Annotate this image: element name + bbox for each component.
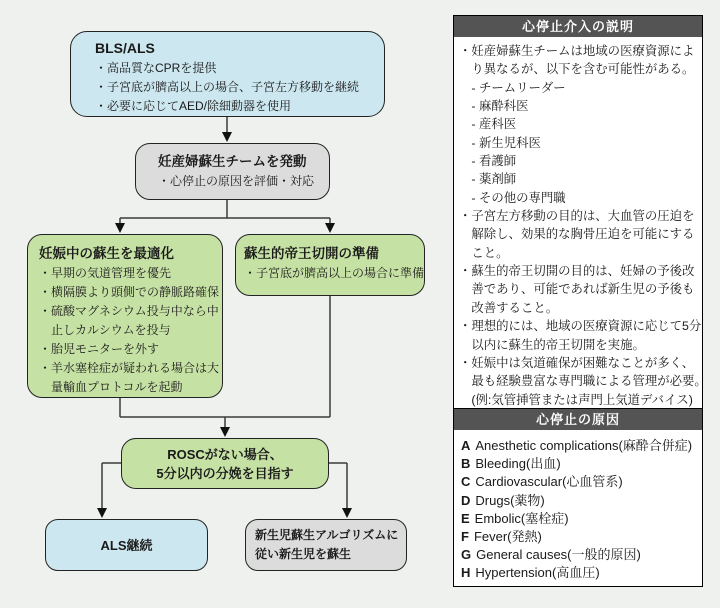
cause-text: Embolic(塞栓症)	[474, 510, 569, 526]
panel-text-line: - その他の専門職	[471, 190, 566, 205]
box-bullet-list	[244, 264, 425, 283]
box-bullet-list	[95, 59, 376, 116]
bullet-line: 止しカルシウムを投与	[51, 323, 171, 337]
cause-row	[461, 564, 700, 582]
cause-text: Fever(発熱)	[473, 529, 542, 545]
bullet-line: ・横隔膜より頭側での静脈路確保	[39, 285, 220, 299]
cause-text: Hypertension(高血圧)	[475, 565, 600, 581]
cause-row	[461, 510, 700, 528]
cause-letter: B	[461, 456, 471, 472]
box-perimortem-cesarean-prep	[235, 234, 425, 296]
cause-row	[461, 473, 700, 491]
box-bls-als	[70, 31, 385, 117]
arrow-down-icon	[342, 508, 352, 518]
box-bullet-list	[39, 264, 220, 397]
bullet-line: ・心停止の原因を評価・対応	[158, 174, 315, 188]
bullet-line: ・必要に応じてAED/除細動器を使用	[95, 99, 292, 113]
panel-text-line: り異なるが、以下を含む可能性がある。	[471, 62, 695, 77]
text-line: 従い新生児を蘇生	[255, 547, 352, 561]
arrow-down-icon	[222, 132, 232, 142]
cause-letter: A	[461, 438, 471, 453]
bullet-line: ・早期の気道管理を優先	[39, 266, 172, 280]
box-activate-team	[135, 143, 330, 200]
bullet-line: 量輸血プロトコルを起動	[51, 380, 183, 394]
cause-text: Drugs(薬物)	[475, 492, 545, 508]
cause-letter: F	[461, 529, 469, 545]
bullet-line: ・子宮底が臍高以上の場合に準備	[244, 266, 425, 280]
box-text-lines	[156, 445, 293, 483]
panel-text-line: - 薬剤師	[471, 172, 517, 187]
bullet-line: ・羊水塞栓症が疑われる場合は大	[39, 361, 220, 375]
panel-interventions-text	[454, 37, 707, 409]
bullet-line: ・胎児モニターを外す	[39, 342, 160, 356]
panel-header-interventions: 心停止介入の説明	[454, 16, 702, 37]
bullet-line: ・硫酸マグネシウム投与中なら中	[39, 304, 219, 318]
text-line: 新生児蘇生アルゴリズムに	[255, 528, 399, 542]
cause-text: General causes(一般的原因)	[476, 547, 641, 563]
box-neonatal-resuscitation	[245, 519, 407, 571]
box-text-lines	[255, 526, 406, 564]
arrow-down-icon	[97, 508, 107, 518]
panel-text-line: 最も経験豊富な専門職による管理が必要。	[471, 374, 707, 389]
cause-row	[461, 455, 700, 473]
box-title: 蘇生的帝王切開の準備	[244, 246, 379, 261]
arrow-down-icon	[220, 427, 230, 437]
panel-text-line: - 看護師	[471, 154, 517, 169]
panel-text-line: 解除し、効果的な胸骨圧迫を可能にする	[471, 227, 695, 242]
panel-text-line: - チームリーダー	[471, 80, 566, 95]
panel-text-line: - 麻酔科医	[471, 99, 529, 114]
text-line: 5分以内の分娩を目指す	[156, 465, 294, 481]
panel-text-line: ・子宮左方移動の目的は、大血管の圧迫を	[459, 209, 695, 224]
box-bullet-list	[158, 172, 323, 191]
panel-text-line: 以内に蘇生的帝王切開を実施。	[471, 337, 645, 352]
bullet-line: ・子宮底が臍高以上の場合、子宮左方移動を継続	[95, 80, 360, 94]
text-line: ROSCがない場合、	[167, 446, 283, 462]
box-rosc-decision	[121, 438, 329, 489]
cause-text: Bleeding(出血)	[475, 456, 561, 472]
cause-text: Anesthetic complications(麻酔合併症)	[475, 438, 693, 453]
cause-letter: D	[461, 492, 471, 508]
box-title: 妊産婦蘇生チームを発動	[158, 154, 307, 169]
arrow-down-icon	[325, 223, 335, 233]
box-continue-als	[45, 519, 208, 571]
panel-text-line: ・蘇生的帝王切開の目的は、妊婦の予後改	[459, 264, 695, 279]
cause-row	[461, 437, 700, 455]
box-optimize-resuscitation	[27, 234, 223, 398]
cause-row	[461, 492, 700, 510]
cause-letter: E	[461, 510, 470, 526]
panel-text-line: 改善すること。	[471, 300, 559, 315]
cause-letter: G	[461, 547, 472, 563]
panel-text-line: 善であり、可能であれば新生児の予後も	[471, 282, 695, 297]
panel-text-line: ・妊産婦蘇生チームは地域の医療資源によ	[459, 44, 695, 58]
cause-text: Cardiovascular(心血管系)	[475, 474, 623, 490]
panel-header-causes: 心停止の原因	[454, 409, 702, 430]
connector-team-split	[120, 200, 330, 224]
cause-letter: C	[461, 474, 471, 490]
panel-text-line: - 産科医	[471, 117, 517, 132]
arrow-down-icon	[115, 223, 125, 233]
box-title: ALS継続	[100, 537, 153, 553]
cause-row	[461, 546, 700, 564]
panel-text-line: - 新生児科医	[471, 135, 541, 150]
box-title: 妊娠中の蘇生を最適化	[39, 246, 174, 261]
panel-text-line: ・妊娠中は気道確保が困難なことが多く、	[459, 355, 695, 370]
panel-text-line: こと。	[471, 245, 509, 260]
panel-text-line: ・理想的には、地域の医療資源に応じて5分	[459, 319, 702, 334]
bullet-line: ・高品質なCPRを提供	[95, 61, 217, 75]
info-panel	[453, 15, 707, 587]
box-title: BLS/ALS	[95, 40, 155, 56]
panel-causes-list	[454, 430, 702, 586]
cause-row	[461, 528, 700, 546]
cause-letter: H	[461, 565, 471, 581]
panel-text-line: (例:気管挿管または声門上気道デバイス)	[471, 392, 693, 407]
